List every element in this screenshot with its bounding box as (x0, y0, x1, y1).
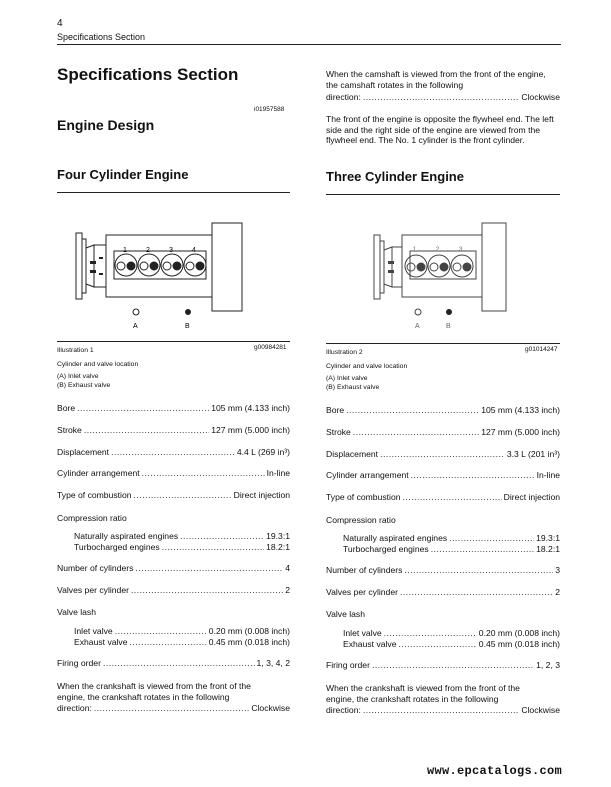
spec-row-inlet-lash (74, 626, 290, 636)
valve-lash-heading: Valve lash (326, 609, 366, 619)
crankshaft-paragraph: When the crankshaft is viewed from the front of the engine, the crankshaft rotates in the following (57, 681, 251, 702)
spec-row-turbocharged (343, 544, 560, 554)
spec-row-combustion (57, 490, 290, 500)
cylinder-label: 3 (169, 247, 173, 254)
crankshaft-direction-row (326, 705, 560, 715)
spec-label: Inlet valve (343, 628, 382, 638)
spec-label: Stroke (326, 427, 351, 437)
reference-code: i01957588 (254, 106, 285, 113)
spec-value: In-line (266, 468, 290, 478)
legend-exhaust: (B) Exhaust valve (57, 382, 111, 389)
spec-value: 2 (285, 585, 290, 595)
spec-row-bore (57, 403, 290, 413)
spec-value: 19.3:1 (536, 533, 560, 543)
spec-row-combustion (326, 492, 560, 502)
spec-value: 4.4 L (269 in³) (236, 447, 290, 457)
spec-label: Inlet valve (74, 626, 113, 636)
spec-row-naturally-aspirated (343, 533, 560, 543)
valve-lash-heading: Valve lash (57, 607, 97, 617)
spec-value: 3 (555, 565, 560, 575)
three-cylinder-heading: Three Cylinder Engine (326, 169, 464, 184)
inlet-valve-marker-label: A (133, 323, 138, 330)
spec-value: 3.3 L (201 in³) (506, 449, 560, 459)
spec-label: direction: (326, 705, 361, 715)
spec-label: Cylinder arrangement (57, 468, 140, 478)
spec-label: direction: (326, 92, 361, 102)
page-number: 4 (57, 18, 63, 29)
spec-row-naturally-aspirated (74, 531, 290, 541)
spec-value: Clockwise (251, 703, 290, 713)
compression-heading: Compression ratio (326, 515, 396, 525)
spec-row-arrangement (57, 468, 290, 478)
cylinder-label: 2 (436, 247, 440, 253)
spec-label: Turbocharged engines (343, 544, 429, 554)
spec-value: 1, 3, 4, 2 (256, 658, 290, 668)
spec-label: Naturally aspirated engines (74, 531, 179, 541)
spec-value: 0.45 mm (0.018 inch) (208, 637, 290, 647)
spec-label: Stroke (57, 425, 82, 435)
illustration-caption: Cylinder and valve location (326, 363, 408, 370)
spec-value: 18.2:1 (536, 544, 560, 554)
illustration-rule (326, 343, 560, 344)
spec-value: Direct injection (233, 490, 290, 500)
spec-label: Exhaust valve (343, 639, 397, 649)
illustration-caption: Cylinder and valve location (57, 361, 139, 368)
spec-value: Clockwise (521, 705, 560, 715)
spec-label: Cylinder arrangement (326, 470, 409, 480)
camshaft-paragraph: When the camshaft is viewed from the front of the engine, the camshaft rotates in the following (326, 69, 546, 90)
spec-row-displacement (57, 447, 290, 457)
legend-inlet: (A) Inlet valve (326, 375, 368, 382)
spec-row-inlet-lash (343, 628, 560, 638)
running-header: Specifications Section (57, 32, 146, 42)
engine-design-heading: Engine Design (57, 117, 155, 133)
illustration-code: g01014247 (525, 346, 558, 353)
spec-label: Naturally aspirated engines (343, 533, 448, 543)
illustration-code: g00984281 (254, 344, 287, 351)
spec-value: 4 (285, 563, 290, 573)
four-cylinder-heading: Four Cylinder Engine (57, 167, 189, 182)
header-rule (57, 44, 561, 45)
spec-row-valves-per-cylinder (326, 587, 560, 597)
spec-value: 1, 2, 3 (536, 660, 560, 670)
heading-rule (326, 194, 560, 195)
spec-value: Clockwise (521, 92, 560, 102)
compression-heading: Compression ratio (57, 513, 127, 523)
spec-row-number-of-cylinders (326, 565, 560, 575)
spec-label: direction: (57, 703, 92, 713)
three-cylinder-diagram (372, 215, 512, 335)
illustration-label: Illustration 1 (57, 347, 94, 354)
spec-value: 0.20 mm (0.008 inch) (478, 628, 560, 638)
spec-row-stroke (57, 425, 290, 435)
spec-label: Turbocharged engines (74, 542, 160, 552)
spec-label: Displacement (57, 447, 110, 457)
legend-exhaust: (B) Exhaust valve (326, 384, 380, 391)
illustration-rule (57, 341, 290, 342)
cylinder-label: 2 (146, 247, 150, 254)
spec-value: 105 mm (4.133 inch) (211, 403, 290, 413)
spec-label: Bore (326, 405, 345, 415)
spec-row-number-of-cylinders (57, 563, 290, 573)
cylinder-label: 4 (192, 247, 196, 254)
crankshaft-direction-row (57, 703, 290, 713)
camshaft-direction-row (326, 92, 560, 102)
cylinder-label: 3 (459, 247, 463, 253)
spec-value: 105 mm (4.133 inch) (481, 405, 560, 415)
cylinder-label: 1 (413, 247, 417, 253)
spec-label: Valves per cylinder (57, 585, 129, 595)
spec-value: In-line (536, 470, 560, 480)
watermark: www.epcatalogs.com (426, 764, 562, 778)
spec-row-exhaust-lash (343, 639, 560, 649)
spec-value: 18.2:1 (266, 542, 290, 552)
exhaust-valve-marker-label: B (446, 323, 451, 330)
spec-label: Displacement (326, 449, 379, 459)
spec-row-bore (326, 405, 560, 415)
spec-value: Direct injection (503, 492, 560, 502)
spec-label: Firing order (57, 658, 101, 668)
spec-row-firing-order (326, 660, 560, 670)
spec-label: Exhaust valve (74, 637, 128, 647)
spec-row-displacement (326, 449, 560, 459)
spec-value: 127 mm (5.000 inch) (481, 427, 560, 437)
engine-front-paragraph: The front of the engine is opposite the flywheel end. The left side and the right side of the engine are viewed from the flywheel end. The No. 1 cylinder is the front cylinder. (326, 114, 554, 145)
illustration-label: Illustration 2 (326, 349, 363, 356)
spec-value: 0.45 mm (0.018 inch) (478, 639, 560, 649)
spec-row-exhaust-lash (74, 637, 290, 647)
spec-label: Firing order (326, 660, 370, 670)
spec-value: 127 mm (5.000 inch) (211, 425, 290, 435)
legend-inlet: (A) Inlet valve (57, 373, 99, 380)
spec-row-valves-per-cylinder (57, 585, 290, 595)
spec-label: Valves per cylinder (326, 587, 398, 597)
spec-value: 19.3:1 (266, 531, 290, 541)
spec-value: 0.20 mm (0.008 inch) (208, 626, 290, 636)
heading-rule (57, 192, 290, 193)
spec-row-firing-order (57, 658, 290, 668)
exhaust-valve-marker-label: B (185, 323, 190, 330)
spec-label: Type of combustion (326, 492, 401, 502)
spec-value: 2 (555, 587, 560, 597)
four-cylinder-diagram (74, 215, 249, 335)
spec-row-turbocharged (74, 542, 290, 552)
spec-label: Type of combustion (57, 490, 132, 500)
section-title: Specifications Section (57, 65, 239, 84)
cylinder-label: 1 (123, 247, 127, 254)
inlet-valve-marker-label: A (415, 323, 420, 330)
spec-label: Number of cylinders (326, 565, 403, 575)
spec-row-stroke (326, 427, 560, 437)
crankshaft-paragraph: When the crankshaft is viewed from the front of the engine, the crankshaft rotates in the following (326, 683, 520, 704)
spec-row-arrangement (326, 470, 560, 480)
spec-label: Number of cylinders (57, 563, 134, 573)
spec-label: Bore (57, 403, 76, 413)
